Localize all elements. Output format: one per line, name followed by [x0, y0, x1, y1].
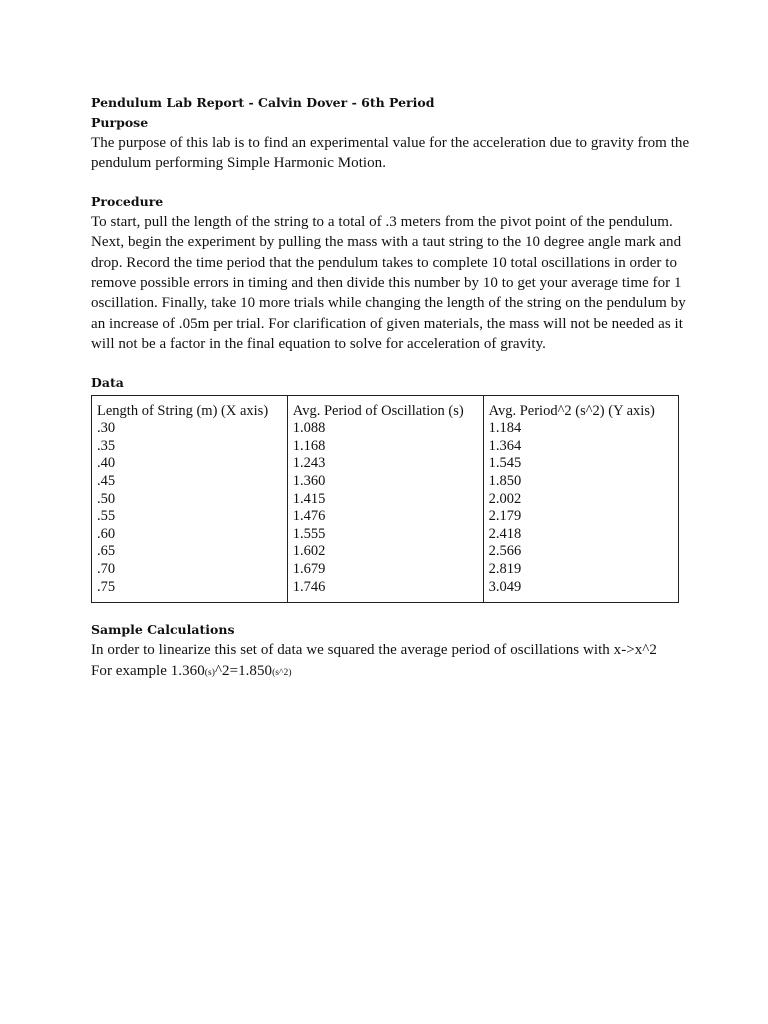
table-cell: 1.360	[292, 473, 326, 490]
table-cell: .60	[97, 525, 116, 542]
table-cell: 1.545	[488, 455, 522, 472]
table-cell: 1.364	[488, 437, 522, 454]
purpose-line: The purpose of this lab is to find an experimental value for the acceleration due to gravity from the	[91, 135, 690, 151]
table-cell: .40	[97, 455, 116, 472]
example-unit-seconds-squared: (s^2)	[272, 667, 292, 678]
sample-calculations-line: In order to linearize this set of data we squared the average period of oscillations with x->x^2	[91, 642, 657, 659]
table-cell: .50	[97, 490, 116, 507]
procedure-line: oscillation. Finally, take 10 more trials while changing the length of the string on the pendulum by	[91, 295, 686, 312]
purpose-line: pendulum performing Simple Harmonic Motion.	[91, 155, 387, 172]
table-cell: 1.746	[292, 578, 326, 595]
table-cell: .75	[97, 578, 116, 595]
table-cell: 3.049	[488, 578, 522, 595]
table-cell: 1.850	[488, 473, 522, 490]
table-cell: .65	[97, 543, 116, 560]
table-cell: 1.088	[292, 420, 326, 437]
data-table	[91, 395, 679, 604]
table-cell: 1.184	[488, 420, 522, 437]
example-result: ^2=1.850	[214, 662, 273, 679]
column-header: Length of String (m) (X axis)	[97, 402, 269, 419]
table-cell: .70	[97, 561, 116, 577]
table-cell: 1.602	[292, 543, 326, 560]
example-unit-seconds: (s)	[204, 667, 215, 678]
procedure-line: To start, pull the length of the string to a total of .3 meters from the pivot point of the pendulum.	[91, 213, 673, 230]
table-cell: 2.819	[488, 561, 522, 577]
table-cell: .45	[97, 473, 116, 490]
procedure-line: Next, begin the experiment by pulling the mass with a taut string to the 10 degree angle mark and	[91, 234, 682, 251]
table-cell: 2.566	[488, 543, 522, 560]
document-page	[91, 93, 691, 683]
table-cell: 1.243	[292, 455, 326, 472]
column-period-squared	[483, 395, 678, 603]
column-header: Avg. Period^2 (s^2) (Y axis)	[488, 402, 655, 419]
table-cell: 1.168	[292, 437, 326, 454]
table-cell: .30	[97, 420, 116, 437]
procedure-line: will not be a factor in the final equation to solve for acceleration of gravity.	[91, 336, 546, 353]
table-cell: 1.555	[292, 525, 326, 542]
table-cell: .35	[97, 437, 116, 454]
table-cell: 1.476	[292, 508, 326, 525]
procedure-line: remove possible errors in timing and then divide this number by 10 to get your average time for 1	[91, 275, 682, 292]
example-prefix: For example 1.360	[91, 662, 205, 679]
purpose-heading: Purpose	[91, 115, 149, 130]
table-cell: 2.418	[488, 525, 522, 542]
procedure-line: an increase of .05m per trial. For clarification of given materials, the mass will not be needed as it	[91, 315, 683, 332]
procedure-line: drop. Record the time period that the pendulum takes to complete 10 total oscillations in order to	[91, 254, 678, 271]
table-cell: 1.415	[292, 490, 326, 507]
column-length	[92, 395, 288, 603]
table-cell: 2.002	[488, 490, 522, 507]
table-cell: 1.679	[292, 561, 326, 577]
report-title: Pendulum Lab Report - Calvin Dover - 6th Period	[91, 95, 435, 110]
column-header: Avg. Period of Oscillation (s)	[292, 402, 464, 419]
procedure-heading: Procedure	[91, 193, 164, 209]
data-heading: Data	[91, 374, 124, 390]
table-cell: .55	[97, 508, 116, 525]
sample-calculation-example	[91, 661, 691, 683]
sample-calculations-heading: Sample Calculations	[91, 622, 235, 638]
column-period	[287, 395, 483, 603]
table-row	[92, 395, 679, 603]
table-cell: 2.179	[488, 508, 522, 525]
